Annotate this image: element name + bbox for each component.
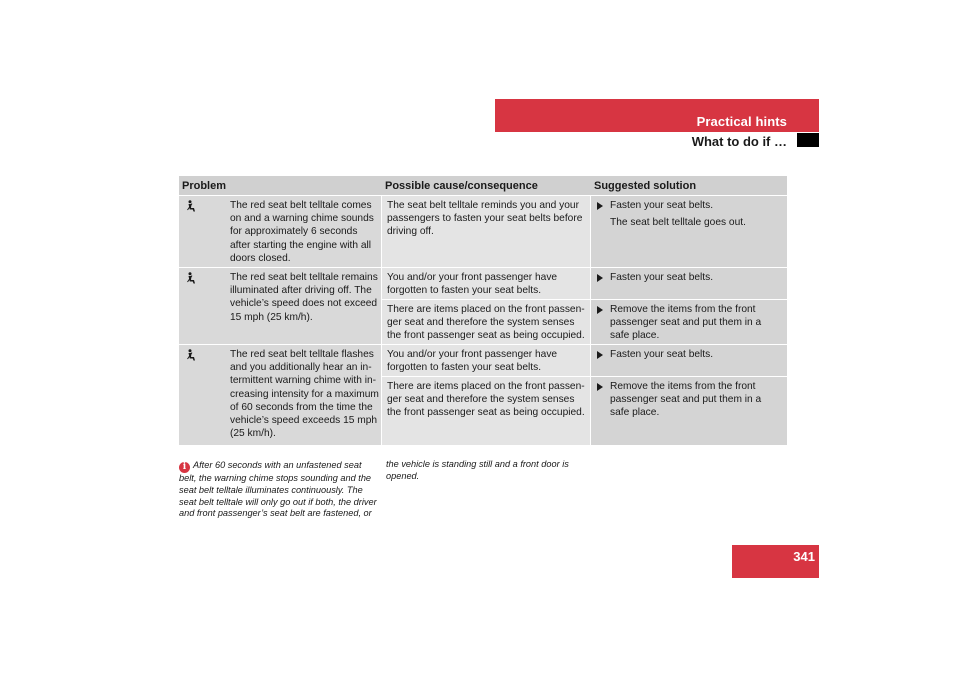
- solution-text: Fasten your seat belts.: [610, 272, 714, 283]
- info-icon: i: [179, 462, 190, 473]
- page-number-tab: [732, 545, 819, 578]
- table-row: [179, 268, 381, 344]
- table-row: [179, 345, 381, 445]
- solution-text: Remove the items from the front passenger seat and put them in a safe place.: [610, 304, 762, 342]
- cause-cell: [382, 377, 590, 445]
- arrow-right-icon: [597, 202, 603, 210]
- section-title: Practical hints: [696, 114, 787, 129]
- seat-belt-telltale-icon: [185, 349, 197, 361]
- solution-step: [596, 348, 783, 361]
- solution-cell: [591, 196, 787, 267]
- cause-cell: [382, 196, 590, 267]
- solution-cell: [591, 345, 787, 376]
- info-note: [179, 460, 379, 520]
- arrow-right-icon: [597, 306, 603, 314]
- solution-cell: [591, 300, 787, 344]
- arrow-right-icon: [597, 274, 603, 282]
- table-row: [179, 196, 381, 267]
- solution-result: The seat belt telltale goes out.: [610, 217, 746, 229]
- solution-step: [596, 380, 783, 420]
- note-text-part1: After 60 seconds with an unfastened seat belt, the warning chime stops sounding and the seat belt telltale illuminates continuously. The seat belt telltale will only go out if both, the driver and front passenger’s seat belt are fastened, or: [179, 460, 377, 519]
- cause-text: You and/or your front passenger have forgotten to fasten your seat belts.: [387, 272, 558, 297]
- cause-text: There are items placed on the front passen- ger seat and therefore the system senses the front passenger seat as being occupied.: [387, 304, 585, 342]
- cause-text: You and/or your front passenger have forgotten to fasten your seat belts.: [387, 349, 558, 374]
- solution-step: [596, 303, 783, 343]
- column-header-problem: Problem: [182, 180, 227, 192]
- problem-text: The red seat belt telltale flashes and you additionally hear an in- termittent warning chime with in- creasing intensity for a maximum of 60 seconds from the time the vehicle’s speed exceeds 15 mph (25 km/h).: [230, 349, 379, 440]
- cause-cell: [382, 268, 590, 299]
- solution-text: Remove the items from the front passenger seat and put them in a safe place.: [610, 381, 762, 419]
- solution-cell: [591, 268, 787, 299]
- solution-text: Fasten your seat belts.: [610, 349, 714, 360]
- column-header-cause: Possible cause/consequence: [385, 180, 538, 192]
- problem-text: The red seat belt telltale comes on and a warning chime sounds for approximately 6 seconds after starting the engine with all doors closed.: [230, 200, 374, 264]
- cause-cell: [382, 300, 590, 344]
- cause-text: There are items placed on the front passen- ger seat and therefore the system senses the front passenger seat as being occupied.: [387, 381, 585, 419]
- arrow-right-icon: [597, 383, 603, 391]
- cause-cell: [382, 345, 590, 376]
- section-header-band: [495, 99, 819, 132]
- solution-cell: [591, 377, 787, 445]
- seat-belt-telltale-icon: [185, 272, 197, 284]
- subsection-title: What to do if …: [691, 134, 787, 149]
- arrow-right-icon: [597, 351, 603, 359]
- page-number: 341: [793, 549, 815, 564]
- note-text-part2: the vehicle is standing still and a front door is opened.: [386, 459, 569, 481]
- solution-text: Fasten your seat belts.: [610, 200, 714, 211]
- solution-step: [596, 199, 783, 212]
- cause-text: The seat belt telltale reminds you and your passengers to fasten your seat belts before driving off.: [387, 200, 583, 238]
- column-header-solution: Suggested solution: [594, 180, 697, 192]
- problem-text: The red seat belt telltale remains illuminated after driving off. The vehicle’s speed does not exceed 15 mph (25 km/h).: [230, 272, 378, 323]
- header-marker: [797, 133, 819, 147]
- solution-step: [596, 271, 783, 284]
- seat-belt-telltale-icon: [185, 200, 197, 212]
- table-header: [179, 176, 787, 195]
